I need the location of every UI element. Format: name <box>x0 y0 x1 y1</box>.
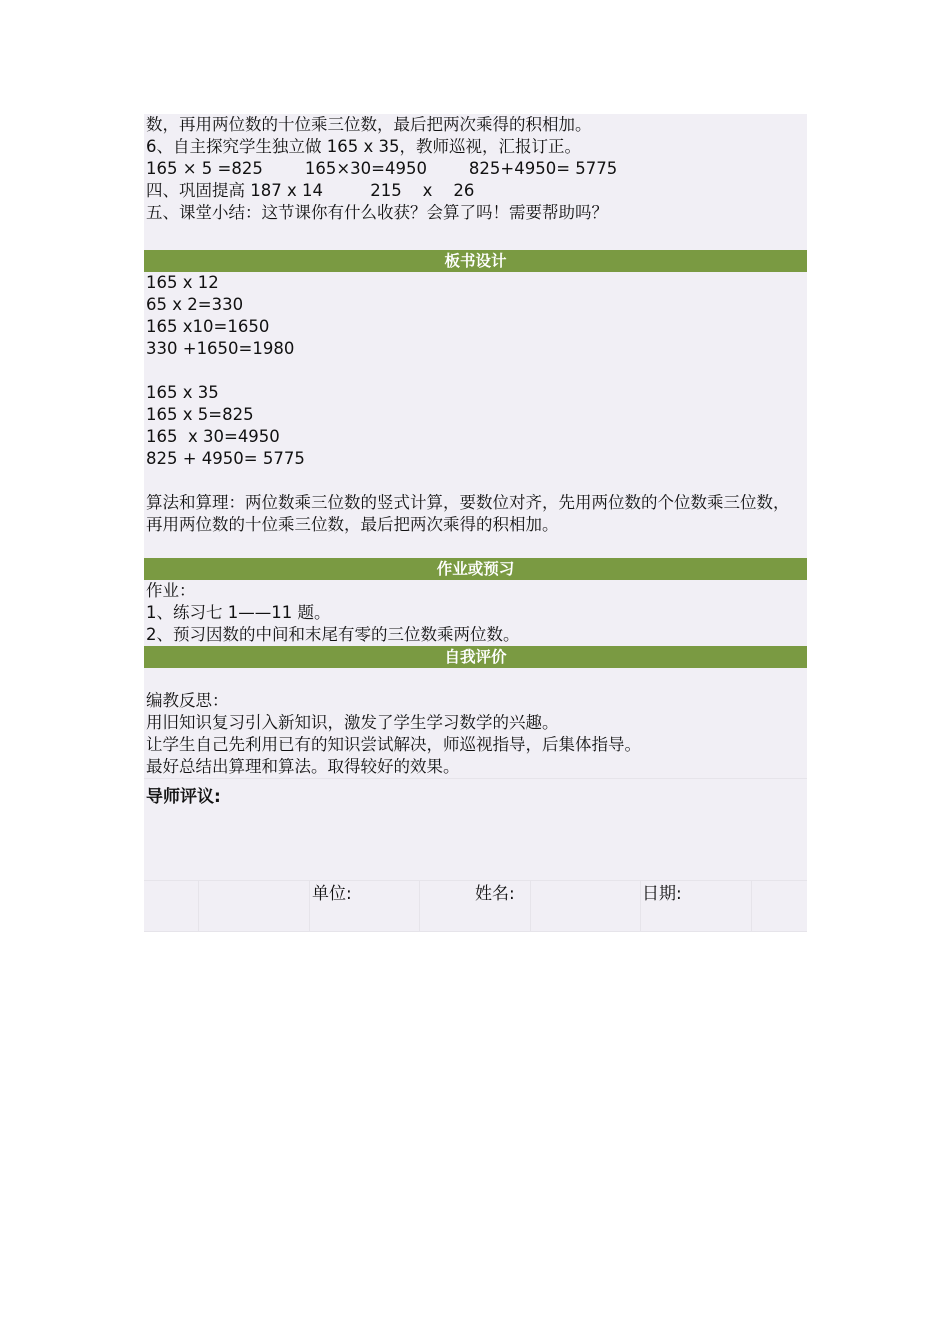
content-line: 四、巩固提高 187 x 14 215 x 26 <box>146 181 475 200</box>
date-value-cell <box>752 881 807 931</box>
reflection-line: 让学生自己先利用已有的知识尝试解决，师巡视指导，后集体指导。 <box>146 735 641 754</box>
mentor-comment-section <box>144 778 807 880</box>
content-line: 165 × 5 =825 165×30=4950 825+4950= 5775 <box>146 159 618 178</box>
board-line: 165 x10=1650 <box>146 317 270 336</box>
reflection-line <box>146 668 805 690</box>
board-design-header: 板书设计 <box>144 250 807 272</box>
board-line <box>146 360 805 382</box>
board-line: 165 x 35 <box>146 383 219 402</box>
board-line: 165 x 5=825 <box>146 405 254 424</box>
board-line: 165 x 30=4950 <box>146 427 280 446</box>
lesson-plan-document <box>144 114 807 932</box>
homework-line: 1、练习七 1——11 题。 <box>146 603 331 622</box>
top-content <box>144 114 807 250</box>
homework-content <box>144 580 807 646</box>
board-line: 165 x 12 <box>146 273 219 292</box>
signature-cell <box>144 881 199 931</box>
board-line: 825 + 4950= 5775 <box>146 449 305 468</box>
signature-row <box>144 880 807 932</box>
board-line: 65 x 2=330 <box>146 295 244 314</box>
board-line <box>146 470 805 492</box>
board-design-content <box>144 272 807 558</box>
unit-label: 单位: <box>310 881 420 931</box>
homework-line: 2、预习因数的中间和末尾有零的三位数乘两位数。 <box>146 625 520 644</box>
mentor-comment-label: 导师评议: <box>146 787 221 807</box>
board-line: 算法和算理：两位数乘三位数的竖式计算，要数位对齐，先用两位数的个位数乘三位数， <box>146 493 790 512</box>
homework-line: 作业： <box>146 581 196 600</box>
board-line: 330 +1650=1980 <box>146 339 295 358</box>
content-line: 五、课堂小结：这节课你有什么收获？会算了吗！需要帮助吗？ <box>146 203 608 222</box>
reflection-line: 用旧知识复习引入新知识，激发了学生学习数学的兴趣。 <box>146 713 559 732</box>
reflection-line: 编教反思： <box>146 691 229 710</box>
content-line: 数，再用两位数的十位乘三位数，最后把两次乘得的积相加。 <box>146 115 592 134</box>
name-label: 姓名: <box>420 881 531 931</box>
board-line: 再用两位数的十位乘三位数，最后把两次乘得的积相加。 <box>146 515 559 534</box>
self-evaluation-content <box>144 668 807 778</box>
name-value-cell <box>531 881 641 931</box>
reflection-line: 最好总结出算理和算法。取得较好的效果。 <box>146 757 460 776</box>
date-label: 日期: <box>641 881 752 931</box>
homework-header: 作业或预习 <box>144 558 807 580</box>
self-evaluation-header: 自我评价 <box>144 646 807 668</box>
content-line: 6、自主探究学生独立做 165 x 35，教师巡视，汇报订正。 <box>146 137 581 156</box>
signature-cell <box>199 881 310 931</box>
